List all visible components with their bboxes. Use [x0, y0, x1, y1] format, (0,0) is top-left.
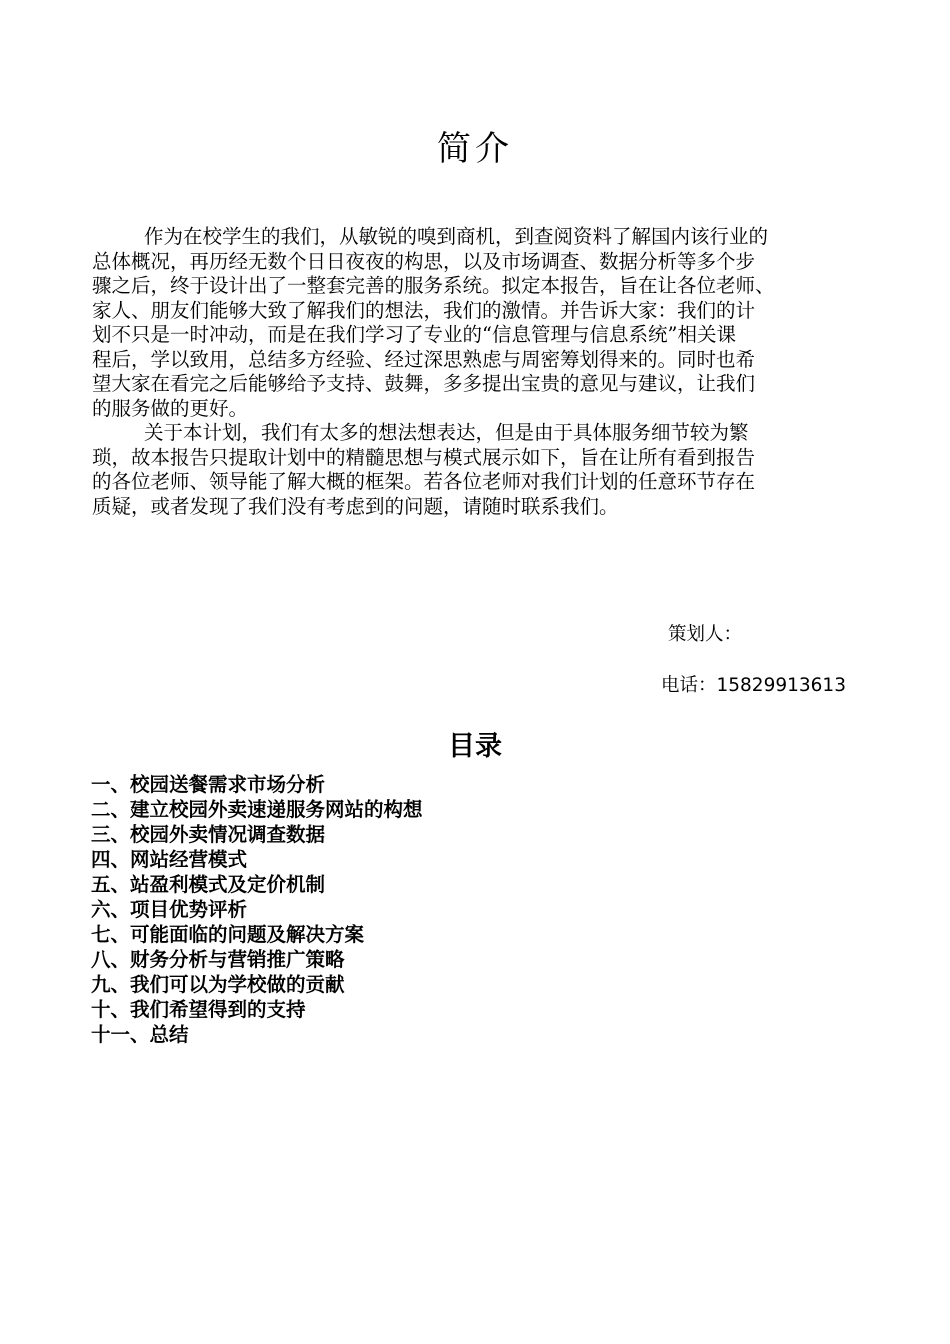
intro-paragraph-1-line: 家人、朋友们能够大致了解我们的想法，我们的激情。并告诉大家：我们的计	[92, 298, 756, 322]
toc-item: 九、我们可以为学校做的贡献	[91, 973, 345, 996]
intro-paragraph-1-line: 骤之后，终于设计出了一整套完善的服务系统。拟定本报告，旨在让各位老师、	[92, 274, 775, 297]
toc-item: 一、校园送餐需求市场分析	[91, 773, 326, 796]
intro-paragraph-2-line: 的各位老师、领导能了解大概的框架。若各位老师对我们计划的任意环节存在	[92, 470, 756, 493]
toc-item: 八、财务分析与营销推广策略	[91, 948, 345, 971]
intro-paragraph-1-line: 作为在校学生的我们，从敏锐的嗅到商机，到查阅资料了解国内该行业的	[144, 225, 769, 248]
intro-paragraph-2-line: 质疑，或者发现了我们没有考虑到的问题，请随时联系我们。	[92, 494, 619, 518]
intro-paragraph-1-line: 程后，学以致用，总结多方经验、经过深思熟虑与周密筹划得来的。同时也希	[92, 347, 756, 371]
intro-body	[92, 225, 872, 519]
toc-title: 目录	[448, 731, 502, 762]
toc-item: 二、建立校园外卖速递服务网站的构想	[91, 798, 423, 821]
intro-paragraph-2-line: 关于本计划，我们有太多的想法想表达，但是由于具体服务细节较为繁	[144, 421, 749, 444]
intro-paragraph-1-line: 的服务做的更好。	[92, 396, 249, 420]
planner-label: 策划人：	[668, 624, 743, 645]
toc-item: 三、校园外卖情况调查数据	[91, 823, 326, 846]
toc-item: 四、网站经营模式	[91, 848, 248, 871]
toc-item: 十、我们希望得到的支持	[91, 998, 306, 1021]
toc-item: 十一、总结	[91, 1023, 189, 1046]
intro-paragraph-1-line: 望大家在看完之后能够给予支持、鼓舞，多多提出宝贵的意见与建议，让我们	[92, 372, 756, 395]
toc-item: 六、项目优势评析	[91, 898, 248, 921]
intro-title: 简介	[437, 129, 513, 169]
phone-number: 电话：15829913613	[661, 675, 846, 696]
toc-item: 七、可能面临的问题及解决方案	[91, 923, 365, 946]
intro-paragraph-1-line: 总体概况，再历经无数个日日夜夜的构思，以及市场调查、数据分析等多个步	[92, 249, 756, 273]
intro-paragraph-2-line: 琐，故本报告只提取计划中的精髓思想与模式展示如下，旨在让所有看到报告	[92, 445, 756, 469]
toc-list	[91, 772, 423, 1047]
intro-paragraph-1-line: 划不只是一时冲动，而是在我们学习了专业的“信息管理与信息系统”相关课	[92, 323, 736, 346]
toc-item: 五、站盈利模式及定价机制	[91, 873, 326, 896]
